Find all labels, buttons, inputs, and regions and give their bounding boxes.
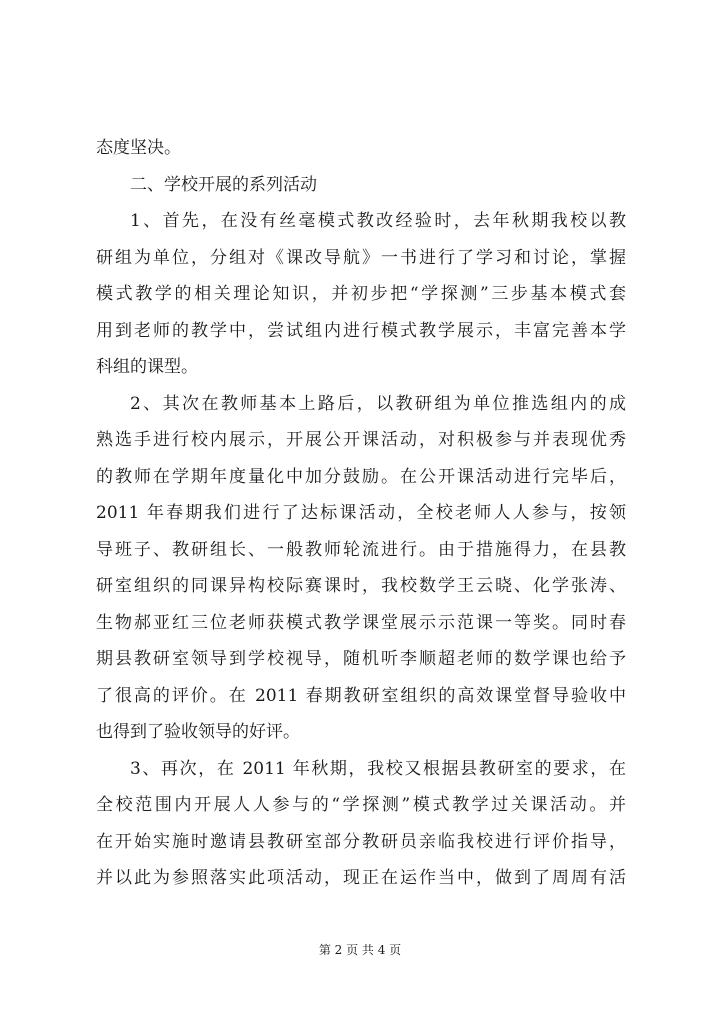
paragraph-2-line: 的教师在学期年度量化中加分鼓励。在公开课活动进行完毕后， xyxy=(96,466,626,487)
paragraph-1-line: 用到老师的教学中，尝试组内进行模式教学展示，丰富完善本学 xyxy=(96,320,626,341)
paragraph-2-line: 也得到了验收领导的好评。 xyxy=(96,722,300,742)
paragraph-3-line: 3、再次，在 2011 年秋期，我校又根据县教研室的要求，在 xyxy=(130,758,626,779)
paragraph-1-line: 1、首先，在没有丝毫模式教改经验时，去年秋期我校以教 xyxy=(130,211,626,231)
section-heading: 二、学校开展的系列活动 xyxy=(130,174,317,195)
paragraph-1-line: 研组为单位，分组对《课改导航》一书进行了学习和讨论，掌握 xyxy=(96,247,626,268)
paragraph-3-line: 全校范围内开展人人参与的“学探测”模式教学过关课活动。并 xyxy=(96,795,626,815)
paragraph-1-line: 科组的课型。 xyxy=(96,357,198,377)
text-line: 态度坚决。 xyxy=(96,138,181,158)
paragraph-3-line: 并以此为参照落实此项活动，现正在运作当中，做到了周周有活 xyxy=(96,868,626,888)
paragraph-2-line: 2011 年春期我们进行了达标课活动，全校老师人人参与，按领 xyxy=(96,503,626,523)
paragraph-2-line: 熟选手进行校内展示，开展公开课活动，对积极参与并表现优秀 xyxy=(96,430,626,450)
document-body xyxy=(96,130,626,897)
paragraph-1-line: 模式教学的相关理论知识，并初步把“学探测”三步基本模式套 xyxy=(96,284,626,304)
paragraph-2-line: 了很高的评价。在 2011 春期教研室组织的高效课堂督导验收中 xyxy=(96,685,626,706)
paragraph-2-line: 生物郝亚红三位老师获模式教学课堂展示示范课一等奖。同时春 xyxy=(96,612,626,633)
page-number-footer: 第 2 页 共 4 页 xyxy=(318,943,402,957)
paragraph-3-line: 在开始实施时邀请县教研室部分教研员亲临我校进行评价指导， xyxy=(96,831,626,852)
paragraph-2-line: 期县教研室领导到学校视导，随机听李顺超老师的数学课也给予 xyxy=(96,649,626,669)
paragraph-2-line: 研室组织的同课异构校际赛课时，我校数学王云晓、化学张涛、 xyxy=(96,576,626,596)
paragraph-2-line: 2、其次在教师基本上路后，以教研组为单位推选组内的成 xyxy=(130,393,626,414)
paragraph-2-line: 导班子、教研组长、一般教师轮流进行。由于措施得力，在县教 xyxy=(96,539,626,560)
